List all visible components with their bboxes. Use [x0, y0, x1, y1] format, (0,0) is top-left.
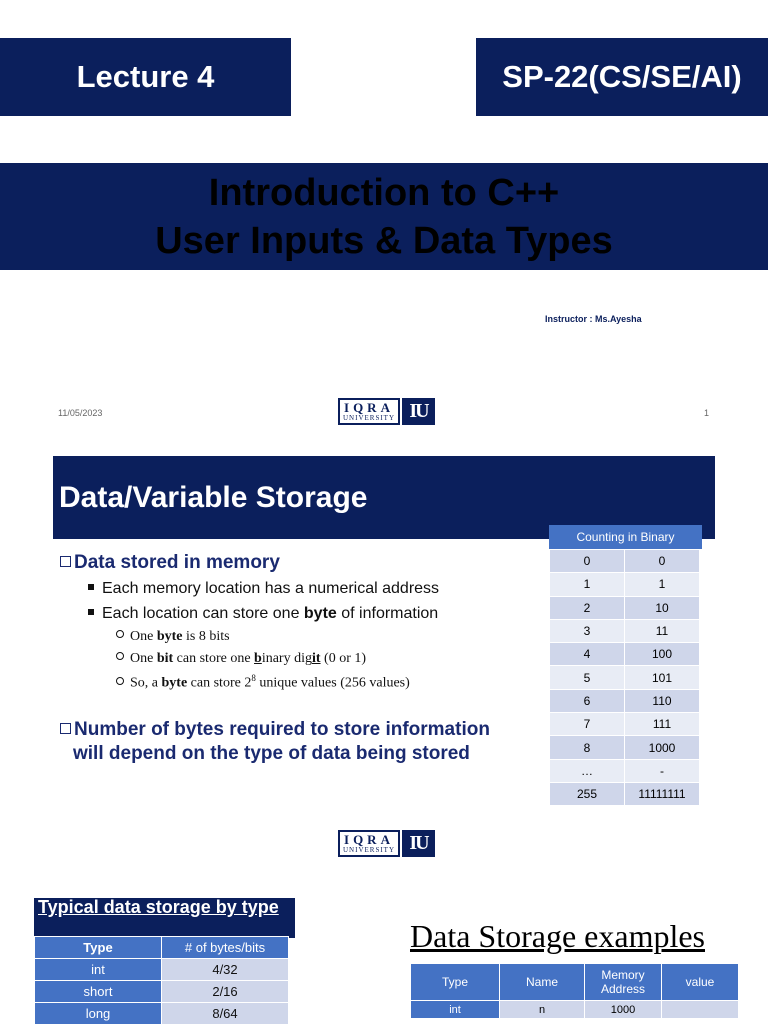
logo-wordmark [338, 398, 400, 425]
sub-bullet-address [88, 580, 439, 598]
circle-bullet-icon [116, 630, 124, 638]
slide2-heading: Data/Variable Storage [53, 456, 715, 539]
binary-table [549, 525, 702, 806]
table-cell: 255 [550, 782, 625, 805]
table-cell [662, 1001, 739, 1019]
table-header-row [411, 964, 739, 1001]
university-logo [338, 830, 435, 857]
text-part: (0 or 1) [320, 651, 367, 666]
table-cell: 10 [625, 596, 700, 619]
binary-table-body [549, 549, 700, 806]
table-cell: 1 [550, 573, 625, 596]
table-cell: int [411, 1001, 500, 1019]
bullet-icon [88, 584, 94, 590]
page-number: 1 [704, 408, 710, 418]
title-line-2: User Inputs & Data Types [155, 220, 613, 262]
slide-date: 11/05/2023 [58, 408, 103, 418]
bullet-memory [60, 552, 280, 574]
typical-storage-table-body [34, 936, 289, 1025]
table-cell: 110 [625, 689, 700, 712]
table-row [550, 689, 700, 712]
text-bold: byte [156, 629, 183, 644]
table-cell: 3 [550, 619, 625, 642]
sub-bullet-address-text: Each memory location has a numerical address [102, 580, 440, 597]
table-row [35, 959, 289, 981]
text-bold: bit [156, 651, 174, 666]
logo-mark: IU [402, 398, 435, 425]
table-row [550, 736, 700, 759]
table-cell: int [35, 959, 162, 981]
table-cell: 4/32 [162, 959, 289, 981]
examples-table-body [410, 963, 739, 1019]
text-part: So, a [130, 675, 162, 691]
table-cell: # of bytes/bits [162, 937, 289, 959]
bullet-bytes-required [60, 719, 490, 741]
text-part: of information [336, 605, 439, 622]
table-cell: 11 [625, 619, 700, 642]
table-cell: - [625, 759, 700, 782]
logo-top-text: IQRA [344, 832, 394, 847]
table-cell: short [35, 981, 162, 1003]
table-row [550, 619, 700, 642]
text-part: is 8 bits [182, 629, 230, 644]
table-cell: 8/64 [162, 1003, 289, 1025]
logo-wordmark [338, 830, 400, 857]
superscript: 8 [251, 673, 256, 683]
table-row [550, 759, 700, 782]
typical-storage-heading: Typical data storage by type [34, 898, 295, 938]
table-row [411, 1001, 739, 1019]
table-cell: value [662, 964, 739, 1001]
table-cell: 11111111 [625, 782, 700, 805]
bullet-memory-text: Data stored in memory [74, 552, 280, 573]
table-cell: 2 [550, 596, 625, 619]
table-cell: n [500, 1001, 585, 1019]
table-row [550, 782, 700, 805]
bullet-bytes-line-2: will depend on the type of data being stored [73, 743, 470, 764]
table-cell: long [35, 1003, 162, 1025]
text-part: unique values (256 values) [255, 675, 410, 691]
circle-bullet-icon [116, 677, 124, 685]
table-cell: 6 [550, 689, 625, 712]
table-cell: 1 [625, 573, 700, 596]
binary-table-header: Counting in Binary [549, 525, 702, 549]
table-cell: Type [411, 964, 500, 1001]
circle-bullet-icon [116, 652, 124, 660]
logo-bottom-text: UNIVERSITY [343, 414, 395, 422]
table-cell: 1000 [625, 736, 700, 759]
slide-title [0, 163, 768, 270]
subsub-bullet-bits [116, 629, 230, 645]
text-bold-underline: b [254, 651, 262, 666]
examples-title: Data Storage examples [410, 918, 705, 954]
examples-table [410, 963, 739, 1019]
table-cell: Memory Address [585, 964, 662, 1001]
typical-storage-table [34, 936, 289, 1025]
table-row [35, 1003, 289, 1025]
bullet-icon [88, 609, 94, 615]
table-cell: 100 [625, 643, 700, 666]
text-bold-underline: it [311, 651, 321, 666]
logo-top-text: IQRA [344, 400, 394, 415]
subsub-bullet-values [116, 673, 410, 692]
text-bold: byte [161, 675, 188, 691]
lecture-label: Lecture 4 [0, 38, 291, 116]
table-row [550, 713, 700, 736]
subsub-bullet-binary [116, 651, 366, 667]
university-logo [338, 398, 435, 425]
text-part: Each location can store one [102, 605, 304, 622]
table-cell: 101 [625, 666, 700, 689]
logo-bottom-text: UNIVERSITY [343, 846, 395, 854]
text-bold: byte [303, 605, 337, 622]
table-cell: Name [500, 964, 585, 1001]
table-cell: 0 [550, 550, 625, 573]
table-cell: 0 [625, 550, 700, 573]
logo-mark: IU [402, 830, 435, 857]
table-row [550, 666, 700, 689]
table-cell: 8 [550, 736, 625, 759]
text-part: can store one [173, 651, 255, 666]
table-row [35, 981, 289, 1003]
text-part: can store 2 [187, 675, 252, 691]
bullet-bytes-line-1: Number of bytes required to store information [74, 719, 490, 740]
text-part: One [130, 651, 157, 666]
table-cell: Type [35, 937, 162, 959]
table-cell: … [550, 759, 625, 782]
table-cell: 7 [550, 713, 625, 736]
square-bullet-icon [60, 556, 71, 567]
table-row [550, 573, 700, 596]
table-header-row [35, 937, 289, 959]
table-cell: 5 [550, 666, 625, 689]
square-bullet-icon [60, 723, 71, 734]
sub-bullet-byte [88, 605, 438, 623]
course-label: SP-22(CS/SE/AI) [476, 38, 768, 116]
table-cell: 1000 [585, 1001, 662, 1019]
table-cell: 4 [550, 643, 625, 666]
table-row [550, 643, 700, 666]
table-row [550, 596, 700, 619]
text-part: One [130, 629, 157, 644]
table-row [550, 550, 700, 573]
table-cell: 111 [625, 713, 700, 736]
title-line-1: Introduction to C++ [208, 172, 560, 214]
instructor-label: Instructor : Ms.Ayesha [545, 314, 642, 324]
text-part: inary dig [261, 651, 312, 666]
table-cell: 2/16 [162, 981, 289, 1003]
